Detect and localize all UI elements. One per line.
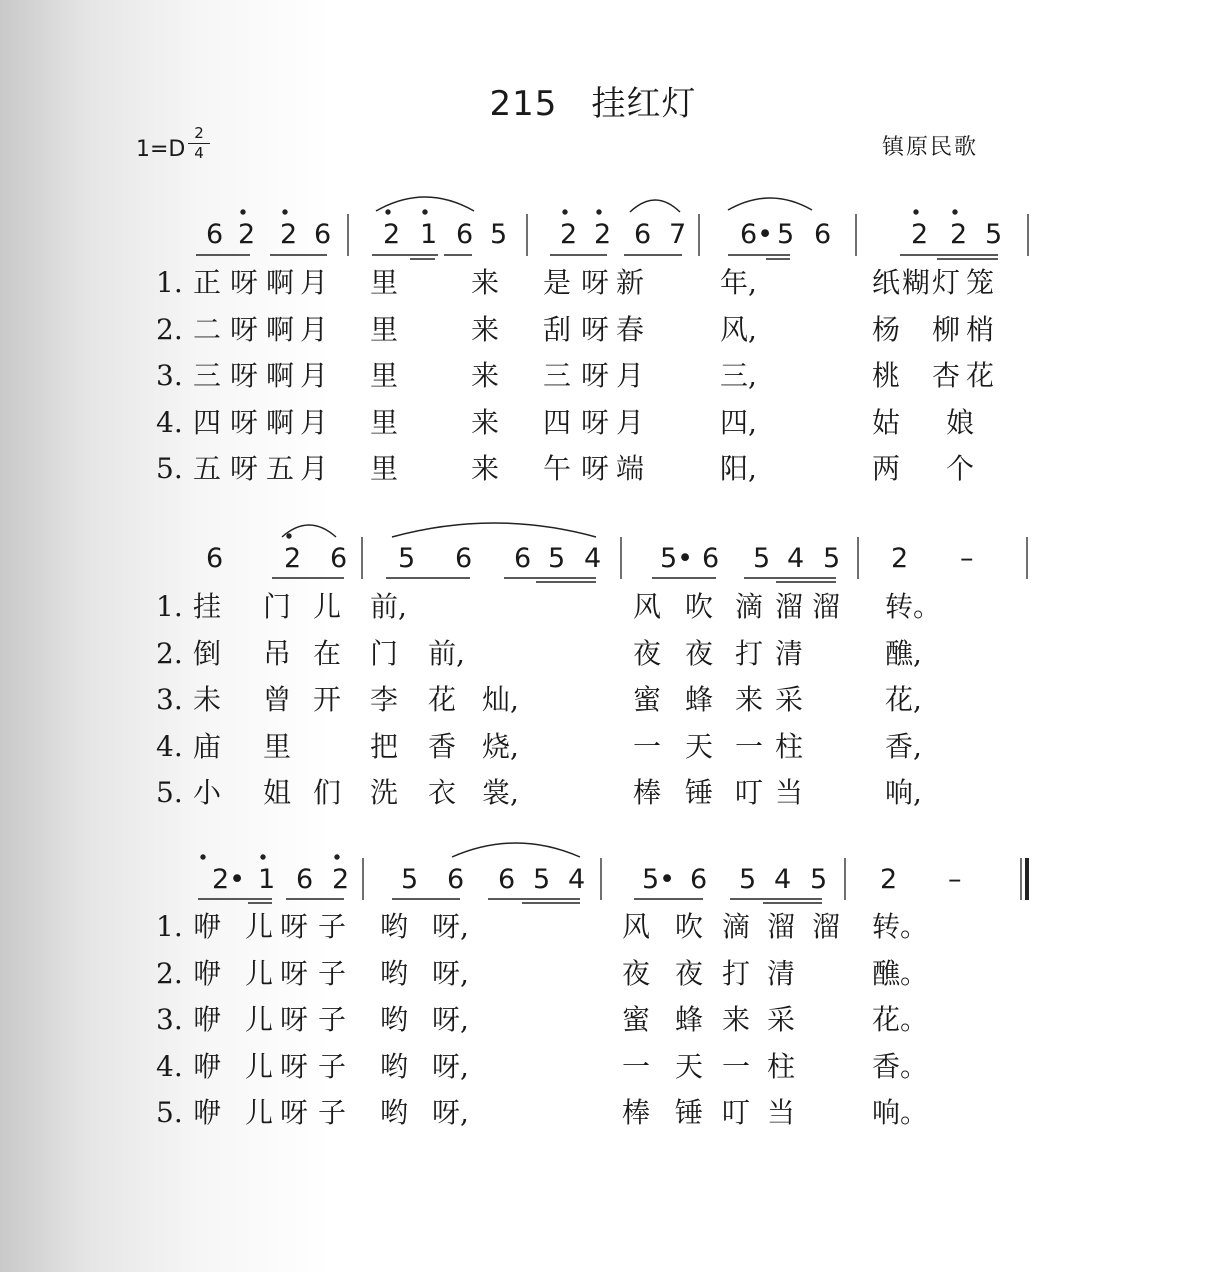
lyric-syllable: 五 [193,452,222,485]
lyric-syllable: 呀 [581,359,610,392]
lyric-syllable: 个 [946,452,975,485]
octave-dot [335,855,339,859]
lyric-syllable: 子 [318,956,347,990]
lyric-syllable: 一 [722,1049,751,1083]
octave-dot [261,855,265,859]
time-signature-denominator: 4 [194,144,204,162]
octave-dot [914,210,918,214]
lyric-syllable: 把 [370,729,399,763]
lyric-syllable: 呀 [280,1003,309,1036]
verse-number: 1. [156,590,183,623]
time-signature-numerator: 2 [194,124,204,142]
verse-number: 3. [156,1003,183,1036]
note: 2 [284,543,302,574]
note: 5 [823,543,841,574]
lyric-syllable: 来 [722,1003,751,1036]
lyric-syllable: 小 [193,776,222,809]
lyric-syllable: 四, [720,405,757,439]
lyric-syllable: 梢 [966,312,995,346]
verse-number: 5. [156,452,183,485]
lyric-syllable: 一 [622,1049,651,1083]
lyric-syllable: 儿 [245,956,274,990]
lyric-syllable: 采 [775,683,804,716]
lyric-syllable: 花 [966,359,995,392]
song-name: 挂红灯 [591,84,697,124]
lyric-syllable: 五 [266,452,295,485]
lyric-syllable: 来 [735,683,764,716]
note: 2 [238,219,256,250]
note: 2 [880,864,898,895]
lyric-syllable: 庙 [193,729,222,763]
note: 6• [740,219,774,250]
song-number: 215 [489,84,558,124]
lyric-syllable: 正 [193,266,222,299]
lyric-syllable: 溜 [767,910,796,943]
lyric-syllable: 四 [193,405,222,439]
lyric-syllable: 转。 [872,910,929,943]
octave-dot [241,210,245,214]
lyric-syllable: 香 [428,729,457,763]
lyric-syllable: 天 [675,1049,704,1083]
note: 7 [669,219,687,250]
lyric-syllable: 午 [543,452,572,485]
lyric-syllable: 清 [775,636,804,670]
lyric-syllable: 天 [685,729,714,763]
note: 5 [490,219,508,250]
lyric-syllable: 月 [300,452,329,485]
note: 6 [206,543,224,574]
lyric-syllable: 烧, [482,729,519,763]
lyric-syllable: 挂 [193,590,222,623]
lyric-syllable: 月 [616,359,645,392]
octave-dot [563,210,567,214]
lyric-syllable: 衣 [428,776,457,809]
lyric-syllable: 咿 [193,1096,222,1129]
lyric-syllable: 吹 [675,910,704,943]
lyric-syllable: 门 [370,636,399,670]
lyric-syllable: 呀 [230,266,259,299]
lyric-syllable: 打 [722,956,751,990]
note: 6 [456,219,474,250]
note: 6 [330,543,348,574]
note: 5• [660,543,694,574]
lyric-syllable: 夜 [685,636,714,670]
lyric-syllable: 响。 [872,1096,929,1129]
lyric-syllable: 呀 [581,405,610,439]
lyric-syllable: 呀, [432,1096,469,1129]
lyric-syllable: 三, [720,359,757,392]
lyric-syllable: 月 [300,266,329,299]
lyric-syllable: 呀 [581,312,610,346]
octave-dot [283,210,287,214]
note: 4 [787,543,805,574]
lyric-syllable: 花 [428,683,457,716]
note: 4 [584,543,602,574]
song-origin: 镇原民歌 [882,135,979,160]
lyric-syllable: 咿 [193,1049,222,1083]
lyric-syllable: 呀 [581,266,610,299]
lyric-syllable: 里 [370,312,399,346]
lyric-syllable: 滴 [735,590,764,623]
note: – [948,864,962,895]
lyric-syllable: 滴 [722,910,751,943]
lyric-syllable: 儿 [245,1049,274,1083]
octave-dot [423,210,427,214]
slur [452,843,580,857]
note: 2 [280,219,298,250]
verse-number: 3. [156,359,183,392]
lyric-syllable: 香, [885,729,922,763]
lyric-syllable: 蜂 [685,683,714,716]
lyric-syllable: 棒 [622,1096,651,1129]
lyric-syllable: 灯 [932,266,961,299]
lyric-syllable: 呀, [432,910,469,943]
lyric-syllable: 锤 [675,1096,704,1129]
slur [728,198,812,210]
lyric-syllable: 啊 [266,266,295,299]
lyric-syllable: 呀 [230,359,259,392]
verse-number: 1. [156,266,183,299]
lyric-syllable: 哟 [380,956,409,990]
note: 6 [296,864,314,895]
lyric-syllable: 儿 [313,590,342,623]
note: 2• [212,864,246,895]
note: 6 [455,543,473,574]
lyric-syllable: 当 [775,776,804,809]
note: 5 [739,864,757,895]
lyric-syllable: 前, [370,590,407,623]
note: 6 [690,864,708,895]
lyric-syllable: 转。 [885,590,942,623]
lyric-syllable: 啊 [266,405,295,439]
lyric-syllable: 里 [370,359,399,392]
lyric-syllable: 端 [616,452,645,485]
octave-dot [287,534,291,538]
lyric-syllable: 清 [767,956,796,990]
note: 4 [774,864,792,895]
lyric-syllable: 柳 [932,312,961,346]
lyric-syllable: 醮, [885,636,922,670]
verse-number: 2. [156,312,183,346]
note: 5 [548,543,566,574]
lyric-syllable: 子 [318,1096,347,1129]
lyric-syllable: 门 [263,590,292,623]
lyric-syllable: 未 [193,683,222,716]
lyric-syllable: 溜 [812,910,841,943]
lyric-syllable: 杨 [872,312,901,346]
lyric-syllable: 花, [885,683,922,716]
lyric-syllable: 当 [767,1096,796,1129]
lyric-syllable: 纸 [872,266,901,299]
note: 6 [314,219,332,250]
octave-dot [953,210,957,214]
lyric-syllable: 夜 [622,956,651,990]
lyric-syllable: 咿 [193,1003,222,1036]
note: 6 [634,219,652,250]
lyric-syllable: 呀 [230,312,259,346]
lyric-syllable: 儿 [245,1096,274,1129]
lyric-syllable: 咿 [193,910,222,943]
lyric-syllable: 春 [616,312,645,346]
lyric-syllable: 蜂 [675,1003,704,1036]
slur [392,523,596,537]
note: 5 [398,543,416,574]
octave-dot [201,855,205,859]
lyric-syllable: 娘 [946,405,975,439]
note: 2 [594,219,612,250]
lyric-syllable: 吹 [685,590,714,623]
note: 2 [560,219,578,250]
lyric-syllable: 风, [720,312,757,346]
lyric-syllable: 阳, [720,452,757,485]
lyric-syllable: 二 [193,312,222,346]
note: 6 [447,864,465,895]
lyric-syllable: 柱 [775,729,804,763]
lyric-syllable: 锤 [685,776,714,809]
lyric-syllable: 洗 [370,776,399,809]
lyric-syllable: 叮 [722,1096,751,1129]
lyric-syllable: 在 [313,636,342,670]
lyric-syllable: 哟 [380,1096,409,1129]
lyric-syllable: 啊 [266,312,295,346]
lyric-syllable: 哟 [380,910,409,943]
lyric-syllable: 姑 [872,405,901,439]
lyric-syllable: 柱 [767,1049,796,1083]
slur [376,197,474,211]
lyric-syllable: 叮 [735,776,764,809]
lyric-syllable: 响, [885,776,922,809]
note: 6 [498,864,516,895]
lyric-syllable: 里 [370,266,399,299]
lyric-syllable: 是 [543,266,572,299]
note: 2 [891,543,909,574]
lyric-syllable: 糊 [902,266,931,299]
octave-dot [597,210,601,214]
lyric-syllable: 夜 [633,636,662,670]
lyric-syllable: 新 [616,266,645,299]
verse-number: 2. [156,956,183,990]
note: 1 [420,219,438,250]
lyric-syllable: 花。 [872,1003,929,1036]
lyric-syllable: 风 [622,910,651,943]
lyric-syllable: 呀 [230,452,259,485]
octave-dot [386,210,390,214]
lyric-syllable: 呀 [581,452,610,485]
lyric-syllable: 夜 [675,956,704,990]
lyric-syllable: 风 [633,590,662,623]
lyric-syllable: 里 [370,405,399,439]
lyric-syllable: 呀 [280,1096,309,1129]
lyric-syllable: 来 [471,452,500,485]
lyric-syllable: 李 [370,683,399,716]
verse-number: 1. [156,910,183,943]
lyric-syllable: 四 [543,405,572,439]
lyric-syllable: 年, [720,266,757,299]
lyric-syllable: 咿 [193,956,222,990]
key-signature: 1=D [136,137,186,162]
note: 2 [383,219,401,250]
lyric-syllable: 倒 [193,636,222,670]
note: 5 [810,864,828,895]
lyric-syllable: 们 [313,776,342,809]
note: 4 [568,864,586,895]
lyric-syllable: 溜 [812,590,841,623]
lyric-syllable: 月 [300,312,329,346]
lyric-syllable: 前, [428,636,465,670]
lyric-syllable: 采 [767,1003,796,1036]
lyric-syllable: 月 [616,405,645,439]
note: 6 [514,543,532,574]
lyric-syllable: 啊 [266,359,295,392]
note: 1 [258,864,276,895]
note: 5 [777,219,795,250]
lyric-syllable: 棒 [633,776,662,809]
lyric-syllable: 呀, [432,956,469,990]
lyric-syllable: 笼 [966,266,995,299]
lyric-syllable: 来 [471,359,500,392]
note: 6 [206,219,224,250]
lyric-syllable: 裳, [482,776,519,809]
lyric-syllable: 蜜 [622,1003,651,1036]
lyric-syllable: 月 [300,359,329,392]
lyric-syllable: 来 [471,405,500,439]
lyric-syllable: 一 [735,729,764,763]
lyric-syllable: 月 [300,405,329,439]
note: 5• [642,864,676,895]
note: 2 [950,219,968,250]
note: 5 [533,864,551,895]
verse-number: 5. [156,1096,183,1129]
lyric-syllable: 子 [318,1049,347,1083]
lyric-syllable: 子 [318,910,347,943]
verse-number: 4. [156,405,183,439]
note: 6 [702,543,720,574]
verse-number: 5. [156,776,183,809]
verse-number: 4. [156,729,183,763]
lyric-syllable: 来 [471,312,500,346]
lyric-syllable: 蜜 [633,683,662,716]
lyric-syllable: 呀 [280,956,309,990]
lyric-syllable: 来 [471,266,500,299]
note: – [960,543,974,574]
note: 5 [753,543,771,574]
lyric-syllable: 子 [318,1003,347,1036]
lyric-syllable: 两 [872,452,901,485]
note: 5 [401,864,419,895]
verse-number: 4. [156,1049,183,1083]
note: 2 [911,219,929,250]
lyric-syllable: 三 [193,359,222,392]
lyric-syllable: 姐 [263,776,292,809]
lyric-syllable: 香。 [872,1049,929,1083]
lyric-syllable: 溜 [775,590,804,623]
note: 6 [814,219,832,250]
verse-number: 3. [156,683,183,716]
lyric-syllable: 吊 [263,636,292,670]
lyric-syllable: 灿, [482,683,519,716]
lyric-syllable: 呀, [432,1003,469,1036]
lyric-syllable: 里 [263,729,292,763]
lyric-syllable: 哟 [380,1003,409,1036]
lyric-syllable: 呀 [280,910,309,943]
lyric-syllable: 里 [370,452,399,485]
lyric-syllable: 呀 [230,405,259,439]
verse-number: 2. [156,636,183,670]
lyric-syllable: 一 [633,729,662,763]
lyric-syllable: 打 [735,636,764,670]
note: 5 [985,219,1003,250]
slur [630,200,680,212]
lyric-syllable: 刮 [543,312,572,346]
lyric-syllable: 儿 [245,1003,274,1036]
lyric-syllable: 呀, [432,1049,469,1083]
lyric-syllable: 曾 [263,683,292,716]
lyric-syllable: 哟 [380,1049,409,1083]
lyric-syllable: 开 [313,683,342,716]
lyric-syllable: 呀 [280,1049,309,1083]
lyric-syllable: 醮。 [872,956,929,990]
lyric-syllable: 桃 [872,359,901,392]
lyric-syllable: 儿 [245,910,274,943]
lyric-syllable: 三 [543,359,572,392]
lyric-syllable: 杏 [932,359,961,392]
note: 2 [332,864,350,895]
